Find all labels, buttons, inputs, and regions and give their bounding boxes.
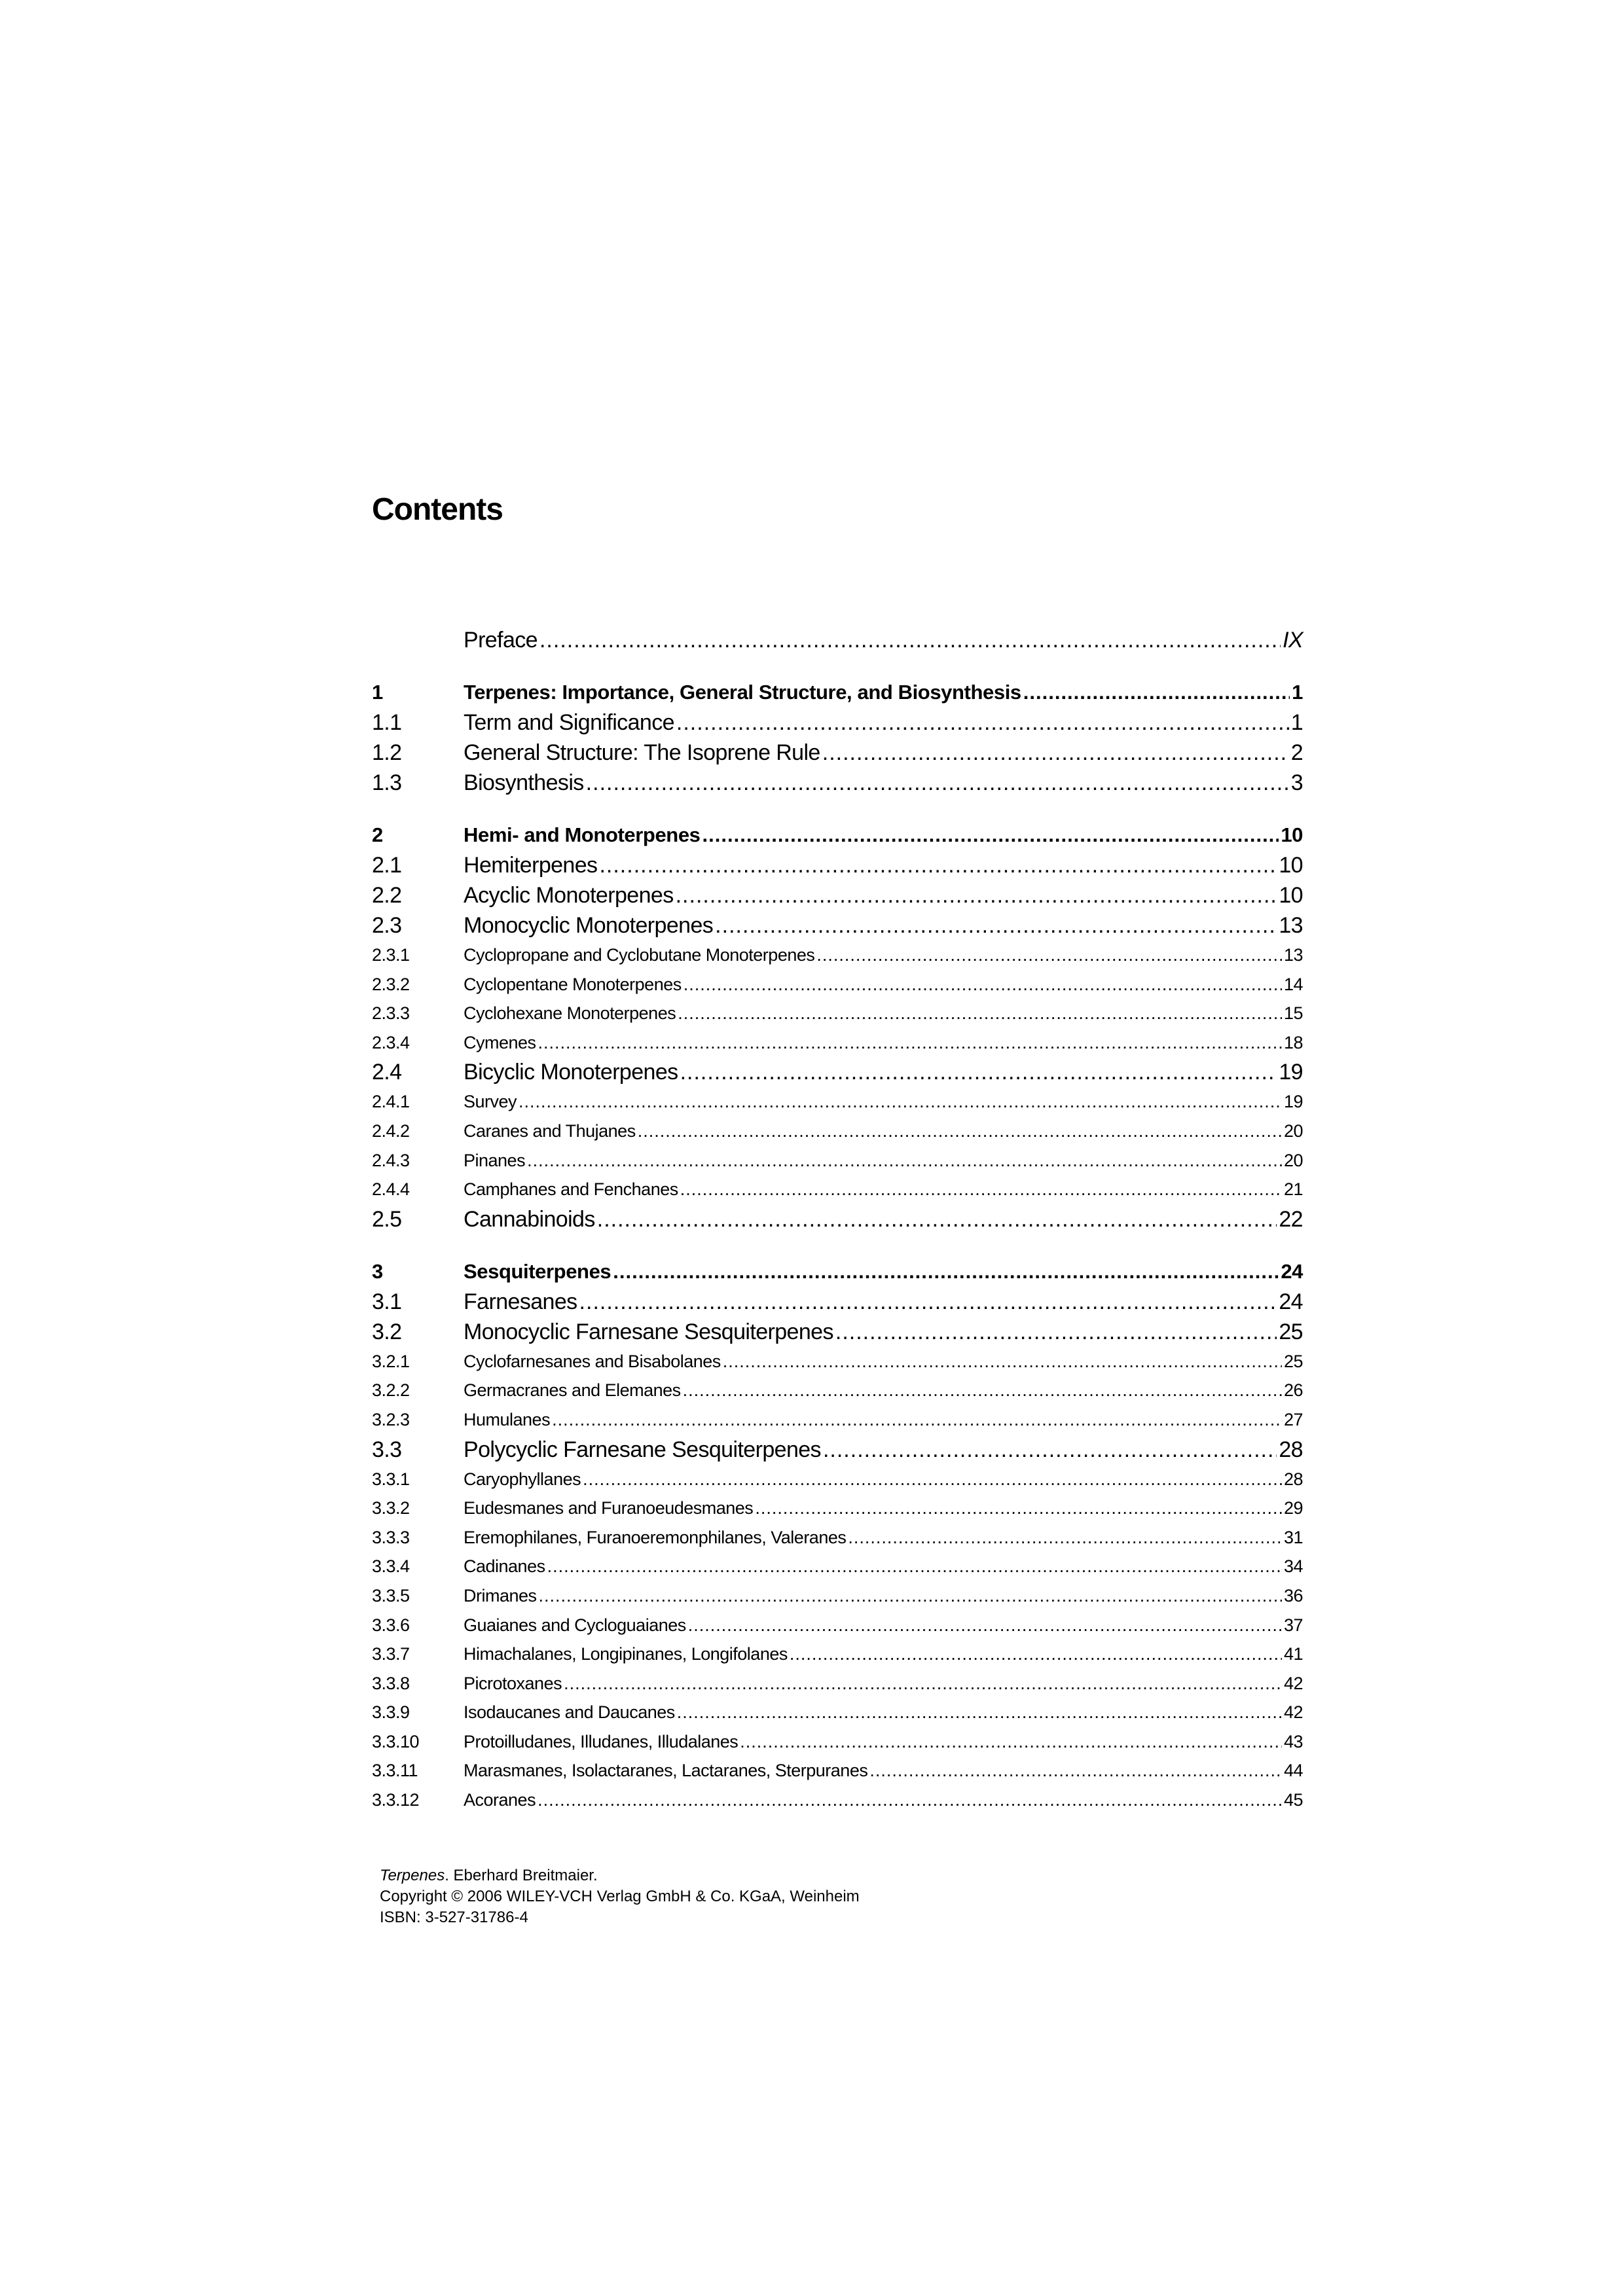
toc-entry-title: Preface: [464, 628, 538, 653]
toc-entry-page-number: 45: [1283, 1790, 1303, 1810]
dot-leader: [539, 625, 1281, 655]
dot-leader: [538, 1785, 1282, 1815]
toc-entry-page-number: 28: [1283, 1469, 1303, 1489]
toc-entry[interactable]: [372, 850, 1303, 880]
toc-entry-title: Drimanes: [464, 1585, 537, 1605]
toc-entry-page-number: 25: [1279, 1319, 1303, 1344]
toc-entry-number: 3: [372, 1259, 383, 1283]
toc-entry-title: Picrotoxanes: [464, 1673, 562, 1693]
toc-entry-number: 3.3.8: [372, 1673, 410, 1693]
toc-entry[interactable]: [372, 1175, 1303, 1204]
toc-entry-title: Sesquiterpenes: [464, 1259, 611, 1283]
toc-entry-page-number: 19: [1279, 1060, 1303, 1085]
toc-entry-title: Cyclohexane Monoterpenes: [464, 1003, 676, 1024]
dot-leader: [676, 880, 1277, 910]
toc-entry-title: Monocyclic Monoterpenes: [464, 913, 714, 938]
toc-entry-number: 3.2.3: [372, 1409, 410, 1429]
dot-leader: [599, 850, 1277, 880]
toc-entry-title: Eremophilanes, Furanoeremonphilanes, Valeranes: [464, 1527, 847, 1547]
dot-leader: [823, 1435, 1277, 1465]
isbn-line: ISBN: 3-527-31786-4: [380, 1909, 528, 1926]
toc-entry-page-number: 43: [1283, 1731, 1303, 1751]
dot-leader: [816, 941, 1282, 970]
toc-entry-number: 1.2: [372, 740, 402, 765]
dot-leader: [564, 1669, 1282, 1698]
toc-entry-title: Guaianes and Cycloguaianes: [464, 1615, 686, 1635]
toc-entry[interactable]: [372, 1669, 1303, 1698]
page-title: Contents: [372, 492, 503, 527]
dot-leader: [638, 1117, 1282, 1146]
toc-entry-page-number: 36: [1283, 1585, 1303, 1605]
dot-leader: [613, 1257, 1279, 1287]
toc-entry-page-number: 26: [1283, 1380, 1303, 1401]
toc-entry-title: Hemi- and Monoterpenes: [464, 823, 701, 846]
toc-entry-title: Hemiterpenes: [464, 853, 598, 878]
toc-entry-title: Camphanes and Fenchanes: [464, 1179, 678, 1200]
dot-leader: [680, 1175, 1282, 1204]
toc-entry-title: Monocyclic Farnesane Sesquiterpenes: [464, 1319, 833, 1344]
dot-leader: [538, 1028, 1282, 1058]
toc-entry-number: 3.3.10: [372, 1731, 420, 1751]
toc-entry-number: 3.3.2: [372, 1498, 410, 1518]
dot-leader: [702, 820, 1279, 850]
toc-entry-page-number: 29: [1283, 1498, 1303, 1518]
toc-entry-page-number: IX: [1283, 628, 1303, 653]
toc-entry-number: 3.3.12: [372, 1790, 420, 1810]
toc-entry-title: Cyclofarnesanes and Bisabolanes: [464, 1351, 721, 1371]
toc-entry-number: 3.3.11: [372, 1761, 418, 1781]
toc-entry-page-number: 21: [1283, 1179, 1303, 1200]
toc-entry-page-number: 10: [1279, 883, 1303, 908]
toc-entry-number: 3.3: [372, 1437, 402, 1462]
toc-entry[interactable]: [372, 880, 1303, 910]
toc-entry-number: 2.4.3: [372, 1150, 410, 1170]
toc-entry-page-number: 1: [1290, 710, 1303, 735]
dot-leader: [676, 708, 1289, 738]
toc-entry-title: Cyclopentane Monoterpenes: [464, 974, 682, 994]
toc-entry-page-number: 1: [1292, 681, 1303, 704]
toc-entry[interactable]: [372, 1698, 1303, 1727]
toc-entry-title: Pinanes: [464, 1150, 526, 1170]
dot-leader: [678, 999, 1282, 1028]
toc-entry-page-number: 27: [1283, 1409, 1303, 1429]
toc-entry-number: 1.3: [372, 770, 402, 795]
toc-entry-page-number: 13: [1279, 913, 1303, 938]
dot-leader: [552, 1405, 1282, 1435]
toc-entry-page-number: 10: [1279, 853, 1303, 878]
toc-entry-title: Polycyclic Farnesane Sesquiterpenes: [464, 1437, 821, 1462]
toc-entry-number: 2.3.2: [372, 974, 410, 994]
dot-leader: [715, 910, 1277, 941]
toc-entry-title: Isodaucanes and Daucanes: [464, 1702, 675, 1723]
toc-entry[interactable]: [372, 1785, 1303, 1815]
toc-entry-page-number: 19: [1283, 1092, 1303, 1112]
toc-entry-title: Acoranes: [464, 1790, 536, 1810]
toc-entry-number: 2.2: [372, 883, 402, 908]
toc-entry-page-number: 14: [1283, 974, 1303, 994]
toc-entry-page-number: 42: [1283, 1702, 1303, 1723]
copyright-line: Copyright © 2006 WILEY-VCH Verlag GmbH & Co. KGaA, Weinheim: [380, 1888, 860, 1905]
toc-entry-number: 2.4.1: [372, 1092, 410, 1112]
dot-leader: [688, 1611, 1282, 1640]
toc-entry-number: 3.2.1: [372, 1351, 410, 1371]
toc-entry-page-number: 13: [1283, 945, 1303, 965]
toc-entry-number: 2: [372, 823, 383, 846]
toc-entry[interactable]: [372, 1552, 1303, 1581]
toc-entry-number: 1.1: [372, 710, 402, 735]
toc-entry[interactable]: [372, 1523, 1303, 1552]
toc-entry-title: Farnesanes: [464, 1289, 577, 1314]
toc-entry[interactable]: [372, 677, 1303, 708]
toc-entry[interactable]: [372, 1581, 1303, 1611]
toc-entry[interactable]: [372, 1257, 1303, 1287]
toc-entry[interactable]: [372, 625, 1303, 655]
book-title: Terpenes: [380, 1867, 445, 1884]
toc-entry[interactable]: [372, 999, 1303, 1028]
toc-entry-page-number: 42: [1283, 1673, 1303, 1693]
publication-footer: [380, 1865, 860, 1928]
dot-leader: [1023, 677, 1290, 708]
toc-entry[interactable]: [372, 1640, 1303, 1669]
toc-entry-number: 3.3.4: [372, 1556, 410, 1577]
dot-leader: [848, 1523, 1282, 1552]
toc-entry-page-number: 3: [1290, 770, 1303, 795]
toc-entry[interactable]: [372, 1727, 1303, 1757]
toc-entry-page-number: 24: [1279, 1289, 1303, 1314]
toc-entry-number: 3.2: [372, 1319, 402, 1344]
toc-entry-number: 3.3.7: [372, 1644, 410, 1664]
toc-entry-page-number: 37: [1283, 1615, 1303, 1635]
dot-leader: [822, 738, 1289, 768]
toc-entry[interactable]: [372, 1405, 1303, 1435]
toc-entry[interactable]: [372, 1347, 1303, 1376]
toc-entry[interactable]: [372, 970, 1303, 999]
toc-entry[interactable]: [372, 1494, 1303, 1523]
toc-entry[interactable]: [372, 820, 1303, 850]
toc-entry-page-number: 15: [1283, 1003, 1303, 1024]
toc-entry-title: Himachalanes, Longipinanes, Longifolanes: [464, 1644, 788, 1664]
toc-entry-page-number: 31: [1283, 1527, 1303, 1547]
toc-entry-number: 2.3.3: [372, 1003, 410, 1024]
dot-leader: [869, 1756, 1282, 1785]
dot-leader: [547, 1552, 1282, 1581]
toc-entry-page-number: 10: [1281, 823, 1303, 846]
toc-entry[interactable]: [372, 768, 1303, 798]
toc-entry-number: 2.4.2: [372, 1121, 410, 1141]
toc-entry[interactable]: [372, 738, 1303, 768]
toc-entry-title: Bicyclic Monoterpenes: [464, 1060, 678, 1085]
toc-entry[interactable]: [372, 1087, 1303, 1117]
toc-entry-title: Germacranes and Elemanes: [464, 1380, 681, 1401]
toc-entry-number: 2.1: [372, 853, 402, 878]
toc-entry-page-number: 20: [1283, 1121, 1303, 1141]
dot-leader: [519, 1087, 1282, 1117]
toc-entry-page-number: 24: [1281, 1259, 1303, 1283]
toc-entry-title: Caranes and Thujanes: [464, 1121, 636, 1141]
toc-entry-title: Protoilludanes, Illudanes, Illudalanes: [464, 1731, 739, 1751]
toc-entry-number: 3.3.5: [372, 1585, 410, 1605]
toc-entry-page-number: 18: [1283, 1032, 1303, 1052]
toc-entry-number: 2.3.4: [372, 1032, 410, 1052]
toc-entry[interactable]: [372, 1611, 1303, 1640]
toc-entry-page-number: 28: [1279, 1437, 1303, 1462]
dot-leader: [677, 1698, 1282, 1727]
toc-entry[interactable]: [372, 1287, 1303, 1317]
dot-leader: [684, 970, 1282, 999]
toc-entry[interactable]: [372, 1317, 1303, 1347]
toc-entry[interactable]: [372, 708, 1303, 738]
toc-entry-title: Cyclopropane and Cyclobutane Monoterpenes: [464, 945, 815, 965]
toc-entry-number: 2.4.4: [372, 1179, 410, 1200]
dot-leader: [740, 1727, 1282, 1757]
dot-leader: [586, 768, 1289, 798]
toc-entry-number: 1: [372, 681, 383, 704]
toc-entry[interactable]: [372, 1204, 1303, 1234]
toc-entry-number: 3.3.3: [372, 1527, 410, 1547]
toc-entry[interactable]: [372, 1146, 1303, 1175]
toc-entry-title: Terpenes: Importance, General Structure, and Biosynthesis: [464, 681, 1021, 704]
toc-entry-number: 2.3: [372, 913, 402, 938]
toc-entry[interactable]: [372, 1376, 1303, 1405]
toc-entry[interactable]: [372, 1435, 1303, 1465]
toc-entry[interactable]: [372, 941, 1303, 970]
dot-leader: [790, 1640, 1282, 1669]
toc-entry-title: Cymenes: [464, 1032, 536, 1052]
toc-entry-title: Survey: [464, 1092, 517, 1112]
toc-entry-number: 3.3.1: [372, 1469, 410, 1489]
toc-entry-number: 2.5: [372, 1206, 402, 1232]
toc-entry-title: Acyclic Monoterpenes: [464, 883, 674, 908]
dot-leader: [527, 1146, 1282, 1175]
toc-entry[interactable]: [372, 1057, 1303, 1087]
toc-entry-number: 2.3.1: [372, 945, 410, 965]
toc-entry-page-number: 25: [1283, 1351, 1303, 1371]
toc-entry-page-number: 34: [1283, 1556, 1303, 1577]
dot-leader: [723, 1347, 1282, 1376]
toc-entry-title: Marasmanes, Isolactaranes, Lactaranes, Sterpuranes: [464, 1761, 868, 1781]
dot-leader: [755, 1494, 1282, 1523]
toc-entry-page-number: 20: [1283, 1150, 1303, 1170]
toc-entry-number: 3.1: [372, 1289, 402, 1314]
dot-leader: [683, 1376, 1282, 1405]
toc-entry-number: 3.3.6: [372, 1615, 410, 1635]
dot-leader: [583, 1465, 1282, 1494]
toc-entry-title: Humulanes: [464, 1409, 551, 1429]
toc-entry-number: 2.4: [372, 1060, 402, 1085]
toc-entry-title: Eudesmanes and Furanoeudesmanes: [464, 1498, 754, 1518]
toc-entry-page-number: 22: [1279, 1206, 1303, 1232]
toc-entry[interactable]: [372, 1465, 1303, 1494]
toc-entry-number: 3.3.9: [372, 1702, 410, 1723]
dot-leader: [539, 1581, 1282, 1611]
toc-entry-number: 3.2.2: [372, 1380, 410, 1401]
dot-leader: [597, 1204, 1277, 1234]
toc-entry[interactable]: [372, 910, 1303, 941]
toc-entry-title: General Structure: The Isoprene Rule: [464, 740, 820, 765]
dot-leader: [579, 1287, 1277, 1317]
toc-entry-page-number: 44: [1283, 1761, 1303, 1781]
table-of-contents: [372, 625, 1303, 1815]
toc-entry-title: Cannabinoids: [464, 1206, 595, 1232]
dot-leader: [680, 1057, 1277, 1087]
toc-entry-page-number: 41: [1283, 1644, 1303, 1664]
footer-citation: [380, 1865, 860, 1886]
toc-entry-title: Biosynthesis: [464, 770, 584, 795]
toc-entry[interactable]: [372, 1756, 1303, 1785]
toc-entry-title: Caryophyllanes: [464, 1469, 581, 1489]
toc-entry-page-number: 2: [1290, 740, 1303, 765]
book-author: . Eberhard Breitmaier.: [445, 1867, 598, 1884]
dot-leader: [835, 1317, 1277, 1347]
toc-entry-title: Cadinanes: [464, 1556, 545, 1577]
toc-entry-title: Term and Significance: [464, 710, 674, 735]
toc-entry[interactable]: [372, 1028, 1303, 1058]
toc-entry[interactable]: [372, 1117, 1303, 1146]
